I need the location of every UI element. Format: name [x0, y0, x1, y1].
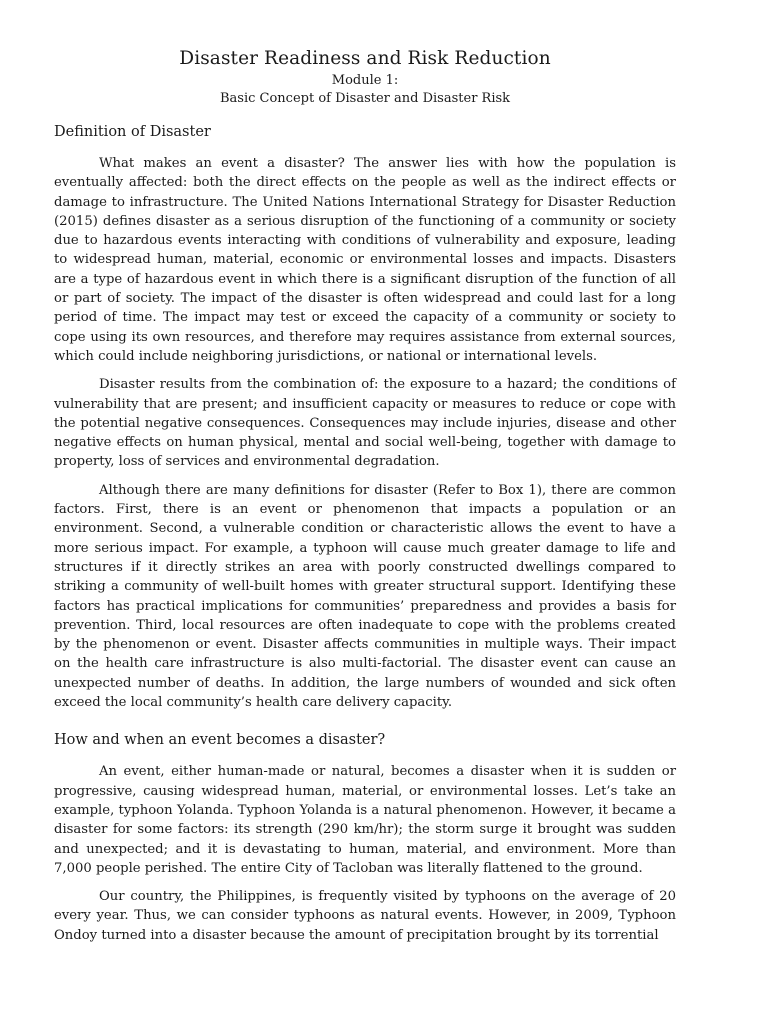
paragraph: Our country, the Philippines, is frequently visited by typhoons on the average of 20 every year. Thus, we can consider typhoons as natural events. However, in 2009, Typhoon Ondoy turned into a disaster because the amount of precipitation brought by its torrential — [54, 889, 676, 943]
paragraph: Although there are many definitions for disaster (Refer to Box 1), there are common factors. First, there is an event or phenomenon that impacts a population or an environment. Second, a vulnerable condition or characteristic allows the event to have a more serious impact. For example, a typhoon will cause much greater damage to life and structures if it directly strikes an area with poorly constructed dwellings compared to striking a community of well-built homes with greater structural support. Identifying these factors has practical implications for communities’ preparedness and provides a basis for prevention. Third, local resources are often inadequate to cope with the problems created by the phenomenon or event. Disaster affects communities in multiple ways. Their impact on the health care infrastructure is also multi-factorial. The disaster event can cause an unexpected number of deaths. In addition, the large numbers of wounded and sick often exceed the local community’s health care delivery capacity. — [54, 482, 676, 711]
module-number: Module 1: — [331, 73, 399, 88]
section-heading: How and when an event becomes a disaster? — [54, 732, 386, 749]
section-how-and-when — [54, 730, 676, 945]
paragraph: An event, either human-made or natural, becomes a disaster when it is sudden or progressive, causing widespread human, material, or environmental losses. Let’s take an example, typhoon Yolanda. Typhoon Yolanda is a natural phenomenon. However, it became a disaster for some factors: its strength (290 km/hr); the storm surge it brought was sudden and unexpected; and it is devastating to human, material, and environment. More than 7,000 people perished. The entire City of Tacloban was literally flattened to the ground. — [54, 764, 676, 876]
paragraph: Disaster results from the combination of: the exposure to a hazard; the conditions of vulnerability that are present; and insufficient capacity or measures to reduce or cope with the potential negative consequences. Consequences may include injuries, disease and other negative effects on human physical, mental and social well-being, together with damage to property, loss of services and environmental degradation. — [54, 377, 676, 470]
document-title: Disaster Readiness and Risk Reduction — [179, 48, 551, 69]
section-definition-of-disaster — [54, 122, 676, 712]
document-page — [54, 46, 676, 954]
module-title: Basic Concept of Disaster and Disaster Risk — [219, 91, 511, 106]
section-heading: Definition of Disaster — [54, 124, 211, 140]
paragraph: What makes an event a disaster? The answer lies with how the population is eventually affected: both the direct effects on the people as well as the indirect effects or damage to infrastructure. The United Nations International Strategy for Disaster Reduction (2015) defines disaster as a serious disruption of the functioning of a community or society due to hazardous events interacting with conditions of vulnerability and exposure, leading to widespread human, material, economic or environmental losses and impacts. Disasters are a type of hazardous event in which there is a significant disruption of the function of all or part of society. The impact of the disaster is often widespread and could last for a long period of time. The impact may test or exceed the capacity of a community or society to cope using its own resources, and therefore may requires assistance from external sources, which could include neighboring jurisdictions, or national or international levels. — [54, 156, 676, 364]
